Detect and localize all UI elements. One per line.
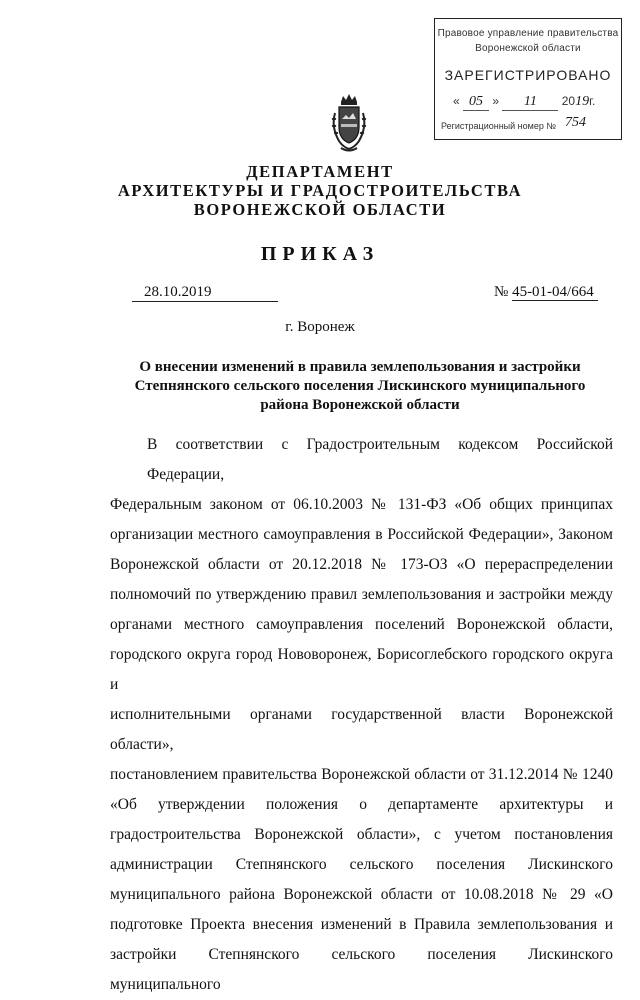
body-line [110, 610, 613, 640]
order-number-field [494, 283, 598, 301]
stamp-date-year-end: г. [589, 94, 596, 108]
body-line-text: «Об утверждении положения о департаменте архитектуры и [110, 796, 613, 813]
body-line-text: Воронежской области от 20.12.2018 № 173-ОЗ «О перераспределении [110, 556, 613, 573]
stamp-date-year-suffix: 19 [575, 94, 590, 109]
body-line [110, 940, 613, 1000]
order-date: 28.10.2019 [144, 284, 212, 300]
order-subject-line2: Степнянского сельского поселения Лискинского муниципального [134, 378, 586, 394]
order-subject-line3: района Воронежской области [260, 397, 460, 413]
stamp-date-year-prefix: 20 [561, 94, 576, 108]
stamp-date-open-quote: « [453, 94, 460, 108]
body-line-text: застройки Степнянского сельского поселения Лискинского муниципального [110, 946, 613, 993]
body-line-text: Федеральным законом от 06.10.2003 № 131-ФЗ «Об общих принципах [110, 496, 613, 513]
body-line [110, 640, 613, 700]
body-line-text: постановлением правительства Воронежской области от 31.12.2014 № 1240 [110, 766, 613, 783]
body-line [110, 580, 613, 610]
body-line [110, 550, 613, 580]
body-line-text: органами местного самоуправления поселений Воронежской области, [110, 616, 613, 633]
stamp-date-month: 11 [502, 94, 558, 111]
department-name-line3: ВОРОНЕЖСКОЙ ОБЛАСТИ [193, 200, 447, 219]
body-line-text: градостроительства Воронежской области», с учетом постановления [110, 826, 613, 843]
body-line-text: городского округа город Нововоронеж, Борисоглебского городского округа и [110, 646, 613, 693]
city: г. Воронеж [285, 319, 355, 335]
body-line-text: муниципального района Воронежской области от 10.08.2018 № 29 «О [110, 886, 613, 903]
order-number: 45-01-04/664 [512, 284, 598, 301]
body-line-text: В соответствии с Градостроительным кодексом Российской Федерации, [147, 436, 613, 483]
body-line [110, 820, 613, 850]
body-line-text: исполнительными органами государственной власти Воронежской области», [110, 706, 613, 753]
stamp-registered-label: ЗАРЕГИСТРИРОВАНО [444, 67, 612, 83]
department-name-line2: АРХИТЕКТУРЫ И ГРАДОСТРОИТЕЛЬСТВА [117, 181, 523, 200]
body-line [110, 790, 613, 820]
coat-of-arms-icon [329, 93, 369, 155]
stamp-date [453, 94, 595, 111]
body-line [110, 490, 613, 520]
order-subject [120, 358, 600, 415]
body-line-text: администрации Степнянского сельского поселения Лискинского [110, 856, 613, 873]
body-line-text: подготовке Проекта внесения изменений в Правила землепользования и [110, 916, 613, 933]
stamp-authority-line2: Воронежской области [475, 43, 581, 54]
body-line [110, 910, 613, 940]
body-line-text: полномочий по утверждению правил землепользования и застройки между [110, 586, 613, 603]
department-name-line1: ДЕПАРТАМЕНТ [246, 162, 394, 181]
document-type-title: ПРИКАЗ [260, 243, 380, 265]
stamp-authority-line1: Правовое управление правительства [437, 28, 619, 39]
body-line [110, 850, 613, 880]
order-subject-line1: О внесении изменений в правила землепользования и застройки [139, 359, 581, 375]
order-number-prefix: № [494, 284, 509, 300]
body-line [110, 520, 613, 550]
body-line-text: организации местного самоуправления в Российской Федерации», Законом [110, 526, 613, 543]
body-line [110, 880, 613, 910]
stamp-date-close-quote: » [492, 94, 500, 108]
registration-stamp [434, 18, 622, 140]
body-line [110, 430, 613, 490]
body-line [110, 700, 613, 760]
order-body [110, 430, 613, 1000]
stamp-reg-number: 754 [565, 115, 586, 130]
stamp-reg-number-label: Регистрационный номер № [441, 121, 557, 131]
stamp-date-day: 05 [463, 94, 489, 111]
body-line [110, 760, 613, 790]
order-date-field [132, 283, 278, 302]
